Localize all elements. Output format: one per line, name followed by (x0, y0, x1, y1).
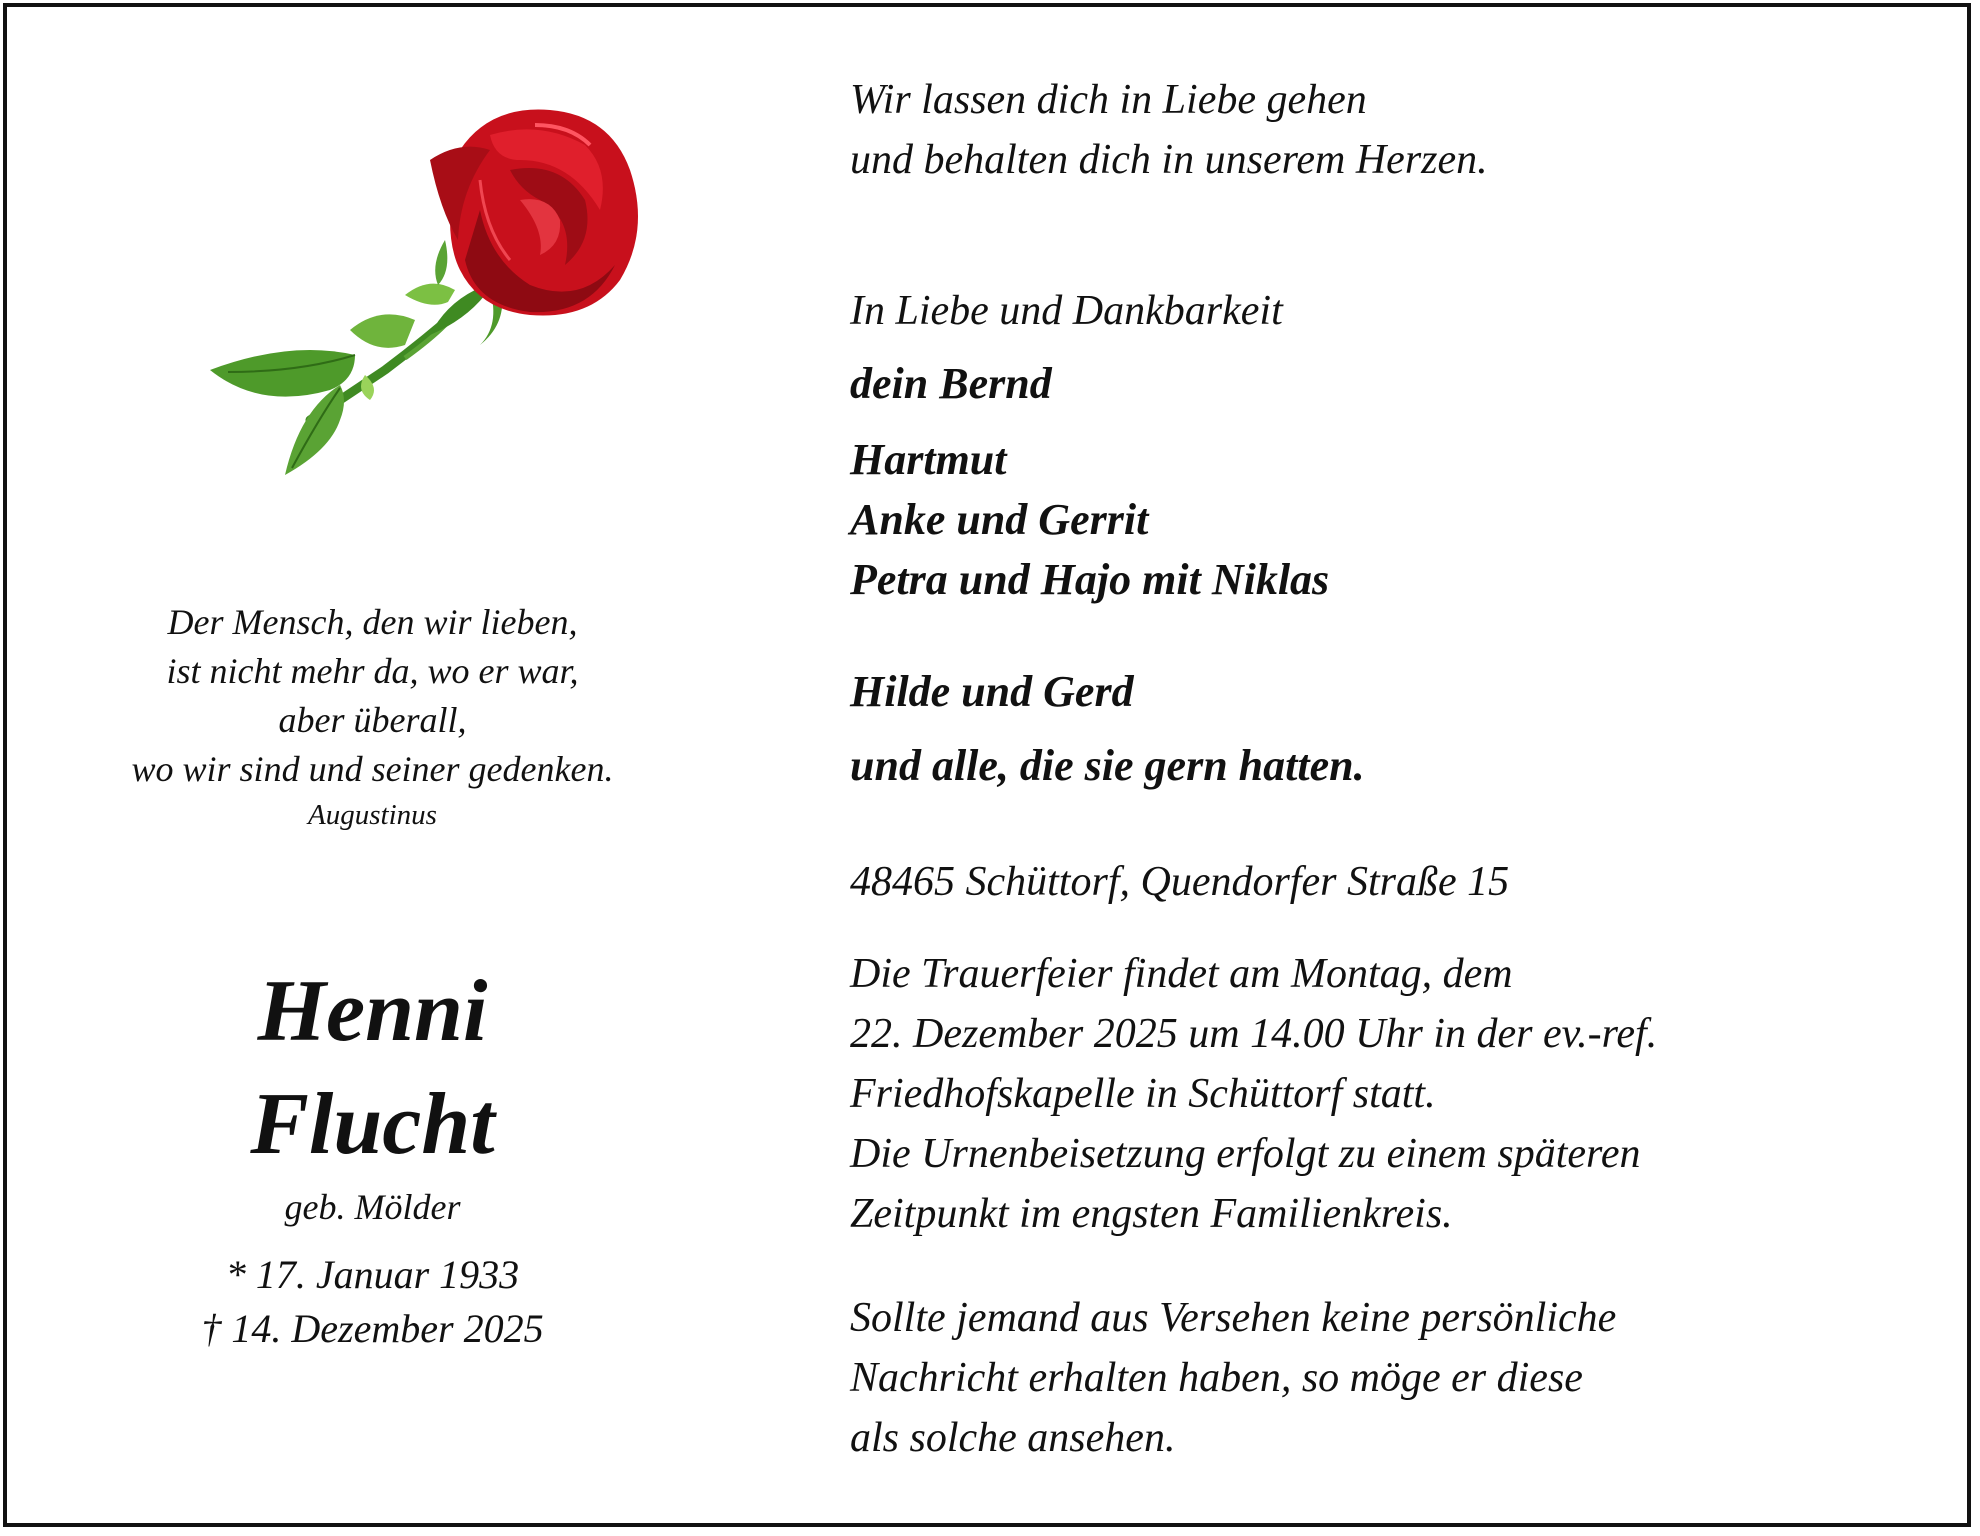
note-line: Nachricht erhalten haben, so möge er diese (850, 1355, 1583, 1401)
quote-line: aber überall, (278, 700, 467, 740)
ceremony-line: Zeitpunkt im engsten Familienkreis. (850, 1191, 1453, 1237)
motto-line: und behalten dich in unserem Herzen. (850, 137, 1488, 183)
signer-group (850, 430, 1930, 610)
last-name: Flucht (250, 1076, 495, 1173)
quote-line: Der Mensch, den wir lieben, (167, 602, 578, 642)
note-line: als solche ansehen. (850, 1415, 1176, 1461)
ceremony-line: Die Trauerfeier findet am Montag, dem (850, 951, 1513, 997)
signer: Hartmut (850, 435, 1007, 484)
rose-icon (190, 90, 660, 510)
deceased-name (40, 955, 705, 1181)
ceremony-line: Die Urnenbeisetzung erfolgt zu einem späteren (850, 1131, 1641, 1177)
quote-line: ist nicht mehr da, wo er war, (166, 651, 579, 691)
quote-block (40, 598, 705, 836)
first-name: Henni (257, 963, 488, 1060)
signer: Anke und Gerrit (850, 495, 1149, 544)
quote-line: wo wir sind und seiner gedenken. (131, 749, 614, 789)
death-date: † 14. Dezember 2025 (201, 1306, 544, 1351)
motto (850, 70, 1930, 190)
thanks-line: In Liebe und Dankbarkeit (850, 288, 1283, 334)
ceremony-info (850, 944, 1930, 1244)
signer-first: dein Bernd (850, 359, 1052, 408)
birth-date: * 17. Januar 1933 (225, 1252, 520, 1297)
closing-note (850, 1288, 1930, 1468)
ceremony-line: 22. Dezember 2025 um 14.00 Uhr in der ev.-ref. (850, 1011, 1658, 1057)
signer-second: Hilde und Gerd (850, 667, 1134, 716)
quote-author: Augustinus (308, 799, 437, 831)
maiden-name: geb. Mölder (284, 1187, 461, 1227)
signer-closing: und alle, die sie gern hatten. (850, 741, 1365, 790)
signer: Petra und Hajo mit Niklas (850, 555, 1330, 604)
ceremony-line: Friedhofskapelle in Schüttorf statt. (850, 1071, 1436, 1117)
life-dates (40, 1248, 705, 1356)
motto-line: Wir lassen dich in Liebe gehen (850, 77, 1367, 123)
note-line: Sollte jemand aus Versehen keine persönliche (850, 1295, 1617, 1341)
address: 48465 Schüttorf, Quendorfer Straße 15 (850, 859, 1510, 905)
